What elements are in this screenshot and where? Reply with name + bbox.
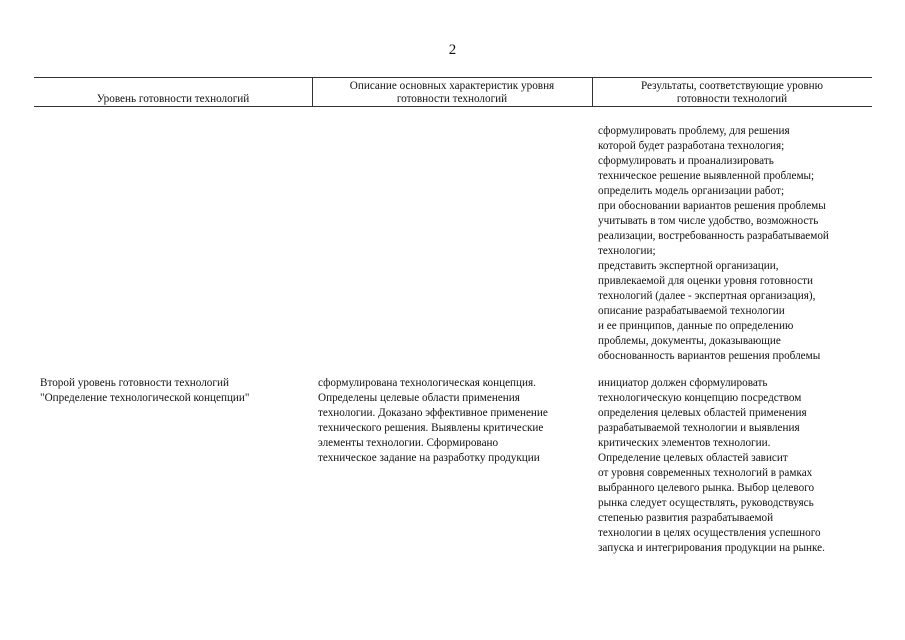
row2-results: инициатор должен сформулировать технологическую концепцию посредством определения целевых областей применения разрабатываемой технологии и выявления критических элементов технологии. Определение целевых областей зависит от уровня современных технологий в рамках выбранного целевого рынка. Выбор целевого рынка следует осуществлять, руководствуясь степенью развития разрабатываемой технологии в целях осуществления успешного запуска и интегрирования продукции на рынке.	[598, 377, 825, 554]
header-results	[592, 79, 872, 106]
row1-results: сформулировать проблему, для решения которой будет разработана технология; сформулировать и проанализировать техническое решение выявленной проблемы; определить модель организации работ; при обосновании вариантов решения проблемы учитывать в том числе удобство, возможность реализации, востребованность разрабатываемой технологии; представить экспертной организации, привлекаемой для оценки уровня готовности технологий (далее - экспертная организация), описание разрабатываемой технологии и ее принципов, данные по определению проблемы, документы, доказывающие обоснованность вариантов решения проблемы	[598, 125, 829, 362]
header-description-text: Описание основных характеристик уровня готовности технологий	[349, 80, 555, 105]
header-results-text: Результаты, соответствующие уровню готовности технологий	[640, 80, 823, 105]
header-level-text: Уровень готовности технологий	[96, 93, 250, 105]
table-header-rule	[34, 106, 872, 107]
row2-level: Второй уровень готовности технологий "Определение технологической концепции"	[40, 377, 250, 404]
page-number: 2	[448, 42, 457, 58]
table-top-rule	[34, 77, 872, 78]
header-level	[34, 79, 312, 106]
row2-description: сформулирована технологическая концепция. Определены целевые области применения технологии. Доказано эффективное применение технического решения. Выявлены критические элементы технологии. Сформировано техническое задание на разработку продукции	[318, 377, 548, 464]
header-description	[312, 79, 592, 106]
